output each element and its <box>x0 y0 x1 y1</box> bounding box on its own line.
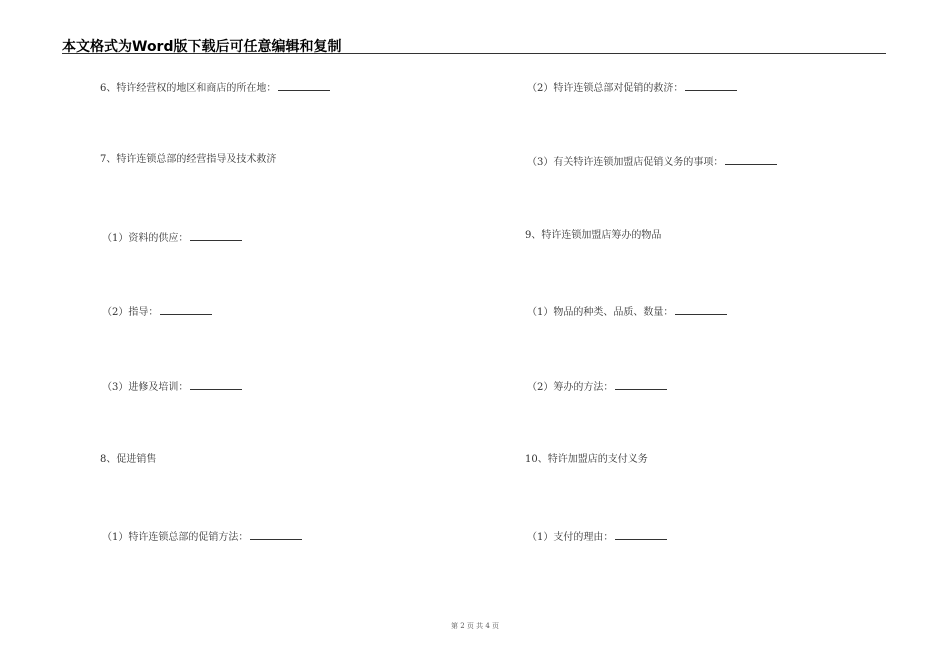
header-divider <box>62 53 886 54</box>
right-line-1 <box>527 80 737 95</box>
fill-blank <box>278 80 330 91</box>
left-line-5 <box>102 379 242 394</box>
right-line-4 <box>527 304 727 319</box>
fill-blank <box>685 80 737 91</box>
line-text: （2）指导： <box>102 307 159 318</box>
line-text: 8、促进销售 <box>100 454 157 465</box>
fill-blank <box>190 230 242 241</box>
line-text: （2）筹办的方法： <box>527 382 614 393</box>
fill-blank <box>675 304 727 315</box>
left-line-3 <box>102 230 242 245</box>
left-line-1 <box>100 80 330 95</box>
fill-blank <box>615 379 667 390</box>
line-text: （1）物品的种类、品质、数量： <box>527 307 674 318</box>
line-text: （1）资料的供应： <box>102 233 189 244</box>
left-line-2 <box>100 154 276 166</box>
right-line-3 <box>525 230 661 242</box>
fill-blank <box>250 529 302 540</box>
left-line-4 <box>102 304 212 319</box>
line-text: （3）进修及培训： <box>102 382 189 393</box>
right-line-6 <box>525 454 648 466</box>
fill-blank <box>615 529 667 540</box>
right-line-5 <box>527 379 667 394</box>
line-text: 7、特许连锁总部的经营指导及技术救济 <box>100 154 277 165</box>
line-text: 6、特许经营权的地区和商店的所在地： <box>100 83 277 94</box>
fill-blank <box>160 304 212 315</box>
page-number-footer: 第 2 页 共 4 页 <box>450 622 500 630</box>
fill-blank <box>725 154 777 165</box>
line-text: （1）特许连锁总部的促销方法： <box>102 532 249 543</box>
right-line-2 <box>527 154 777 169</box>
left-line-7 <box>102 529 302 544</box>
fill-blank <box>190 379 242 390</box>
left-line-6 <box>100 454 156 466</box>
line-text: （1）支付的理由： <box>527 532 614 543</box>
line-text: （3）有关特许连锁加盟店促销义务的事项： <box>527 157 724 168</box>
line-text: （2）特许连锁总部对促销的救济： <box>527 83 684 94</box>
document-header-title: 本文格式为Word版下载后可任意编辑和复制 <box>62 39 342 55</box>
line-text: 10、特许加盟店的支付义务 <box>525 454 648 465</box>
right-line-7 <box>527 529 667 544</box>
line-text: 9、特许连锁加盟店筹办的物品 <box>525 230 662 241</box>
